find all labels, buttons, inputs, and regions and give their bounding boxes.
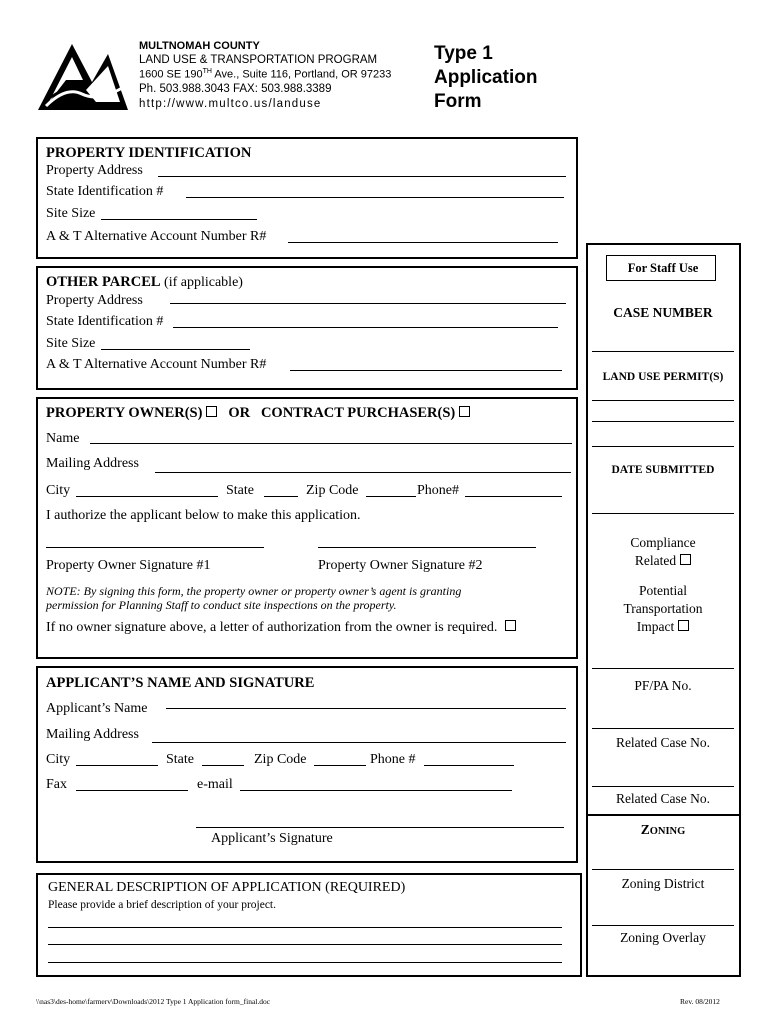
form-title-line2: Application	[434, 67, 538, 88]
other-site-size-field[interactable]	[101, 349, 250, 350]
property-owner-heading	[46, 405, 470, 421]
other-parcel-note: (if applicable)	[160, 275, 243, 290]
account-number-field[interactable]	[288, 242, 558, 243]
owner-zip-field[interactable]	[366, 496, 416, 497]
address-sup: TH	[202, 68, 212, 75]
site-size-field[interactable]	[101, 219, 257, 220]
purchaser-heading-label: CONTRACT PURCHASER(S)	[260, 405, 456, 421]
authorization-letter-checkbox[interactable]	[505, 620, 516, 631]
zoning-district-field[interactable]	[592, 925, 734, 926]
other-account-label: A & T Alternative Account Number R#	[46, 357, 267, 372]
applicant-city-label: City	[46, 752, 71, 767]
inspection-note-line1: NOTE: By signing this form, the property owner or property owner’s agent is granting	[46, 584, 462, 598]
applicant-phone-label: Phone #	[370, 752, 416, 767]
property-address-label: Property Address	[46, 163, 143, 178]
description-line-1[interactable]	[48, 927, 562, 928]
website-link[interactable]: http://www.multco.us/landuse	[139, 98, 322, 110]
owner-city-label: City	[46, 483, 71, 498]
owner-mailing-label: Mailing Address	[46, 456, 139, 471]
pfpa-label: PF/PA No.	[634, 678, 692, 693]
authorization-text: I authorize the applicant below to make this application.	[46, 508, 361, 523]
form-title-line3: Form	[434, 91, 482, 112]
purchaser-checkbox[interactable]	[459, 406, 470, 417]
county-name: MULTNOMAH COUNTY	[139, 40, 260, 52]
owner-state-field[interactable]	[264, 496, 298, 497]
impact-text: Impact	[636, 619, 675, 634]
other-parcel-heading	[46, 274, 243, 291]
applicant-fax-label: Fax	[46, 777, 67, 792]
zoning-heading-initial: Z	[640, 822, 650, 837]
zoning-heading-rest: ONING	[649, 826, 686, 837]
zoning-heading	[590, 821, 736, 841]
land-use-permit-field-3[interactable]	[592, 446, 734, 447]
owner-name-label: Name	[46, 431, 80, 446]
applicant-name-field[interactable]	[166, 708, 566, 709]
owner-state-label: State	[226, 483, 254, 498]
applicant-heading: APPLICANT’S NAME AND SIGNATURE	[46, 675, 315, 691]
compliance-related-label	[590, 534, 736, 570]
owner-phone-field[interactable]	[465, 496, 562, 497]
form-title-line1: Type 1	[434, 43, 493, 64]
land-use-permit-label: LAND USE PERMIT(S)	[602, 371, 724, 383]
no-owner-signature-label: If no owner signature above, a letter of authorization from the owner is required.	[46, 620, 498, 635]
applicant-state-field[interactable]	[202, 765, 244, 766]
related-case-field-1[interactable]	[592, 786, 734, 787]
form-title	[434, 42, 537, 114]
property-identification-heading: PROPERTY IDENTIFICATION	[46, 145, 252, 161]
owner-phone-label: Phone#	[417, 483, 459, 498]
other-state-id-label: State Identification #	[46, 314, 164, 329]
case-number-field[interactable]	[592, 351, 734, 352]
account-number-label: A & T Alternative Account Number R#	[46, 229, 267, 244]
owner-checkbox[interactable]	[206, 406, 217, 417]
date-submitted-field[interactable]	[592, 513, 734, 514]
footer-revision: Rev. 08/2012	[680, 997, 720, 1006]
owner-signature-2-label: Property Owner Signature #2	[318, 558, 483, 573]
land-use-permit-field-1[interactable]	[592, 400, 734, 401]
applicant-zip-label: Zip Code	[254, 752, 307, 767]
site-size-label: Site Size	[46, 206, 96, 221]
program-name: LAND USE & TRANSPORTATION PROGRAM	[139, 54, 378, 66]
description-line-2[interactable]	[48, 944, 562, 945]
owner-city-field[interactable]	[76, 496, 218, 497]
description-subtext: Please provide a brief description of your project.	[48, 899, 277, 911]
zoning-district-label: Zoning District	[621, 876, 705, 891]
county-logo	[36, 40, 130, 112]
no-owner-signature-text	[46, 620, 516, 636]
other-address-label: Property Address	[46, 293, 143, 308]
compliance-line2	[590, 552, 736, 570]
staff-use-title: For Staff Use	[627, 261, 699, 275]
potential-line2: Transportation	[623, 601, 703, 616]
compliance-line1: Compliance	[630, 535, 696, 550]
applicant-name-label: Applicant’s Name	[46, 701, 148, 716]
owner-signature-1-label: Property Owner Signature #1	[46, 558, 211, 573]
applicant-signature-label: Applicant’s Signature	[211, 831, 333, 846]
staff-divider-2	[592, 869, 734, 870]
other-parcel-title: OTHER PARCEL	[46, 274, 161, 290]
property-address-field[interactable]	[158, 176, 566, 177]
land-use-permit-field-2[interactable]	[592, 421, 734, 422]
compliance-related-checkbox[interactable]	[680, 554, 691, 565]
staff-divider-1	[592, 668, 734, 669]
potential-transportation-label	[590, 582, 736, 636]
applicant-mailing-field[interactable]	[152, 742, 566, 743]
related-case-field-2[interactable]	[588, 814, 740, 816]
owner-signature-2-field[interactable]	[318, 547, 536, 548]
other-account-field[interactable]	[290, 370, 562, 371]
applicant-email-label: e-mail	[197, 777, 233, 792]
applicant-state-label: State	[166, 752, 194, 767]
applicant-city-field[interactable]	[76, 765, 158, 766]
potential-line3	[590, 618, 736, 636]
related-case-label-1: Related Case No.	[615, 735, 711, 750]
state-identification-field[interactable]	[186, 197, 564, 198]
state-identification-label: State Identification #	[46, 184, 164, 199]
applicant-email-field[interactable]	[240, 790, 512, 791]
owner-zip-label: Zip Code	[306, 483, 359, 498]
applicant-fax-field[interactable]	[76, 790, 188, 791]
compliance-related-text: Related	[634, 553, 677, 568]
zoning-overlay-label: Zoning Overlay	[620, 930, 706, 945]
office-phone: Ph. 503.988.3043 FAX: 503.988.3389	[139, 83, 332, 95]
owner-name-field[interactable]	[90, 443, 572, 444]
related-case-label-2: Related Case No.	[615, 791, 711, 806]
address-street: 1600 SE 190	[139, 68, 203, 81]
owner-mailing-field[interactable]	[155, 472, 571, 473]
multnomah-county-logo-icon	[36, 40, 130, 112]
pfpa-field[interactable]	[592, 728, 734, 729]
owner-heading-or: OR	[228, 405, 251, 421]
transportation-impact-checkbox[interactable]	[678, 620, 689, 631]
description-line-3[interactable]	[48, 962, 562, 963]
applicant-phone-field[interactable]	[424, 765, 514, 766]
case-number-label: CASE NUMBER	[613, 305, 713, 320]
office-address	[139, 68, 391, 81]
applicant-signature-field[interactable]	[196, 827, 564, 828]
address-rest: Ave., Suite 116, Portland, OR 97233	[211, 68, 392, 81]
other-site-size-label: Site Size	[46, 336, 96, 351]
description-heading: GENERAL DESCRIPTION OF APPLICATION (REQUIRED)	[48, 880, 406, 895]
applicant-mailing-label: Mailing Address	[46, 727, 139, 742]
applicant-zip-field[interactable]	[314, 765, 366, 766]
other-state-id-field[interactable]	[173, 327, 558, 328]
owner-signature-1-field[interactable]	[46, 547, 264, 548]
footer-file-path: \\nas3\des-home\farmerv\Downloads\2012 Type 1 Application form_final.doc	[36, 997, 271, 1006]
other-address-field[interactable]	[170, 303, 566, 304]
owner-heading-label: PROPERTY OWNER(S)	[46, 405, 203, 421]
date-submitted-label: DATE SUBMITTED	[611, 464, 715, 476]
inspection-note-line2: permission for Planning Staff to conduct site inspections on the property.	[46, 598, 397, 612]
potential-line1: Potential	[639, 583, 687, 598]
